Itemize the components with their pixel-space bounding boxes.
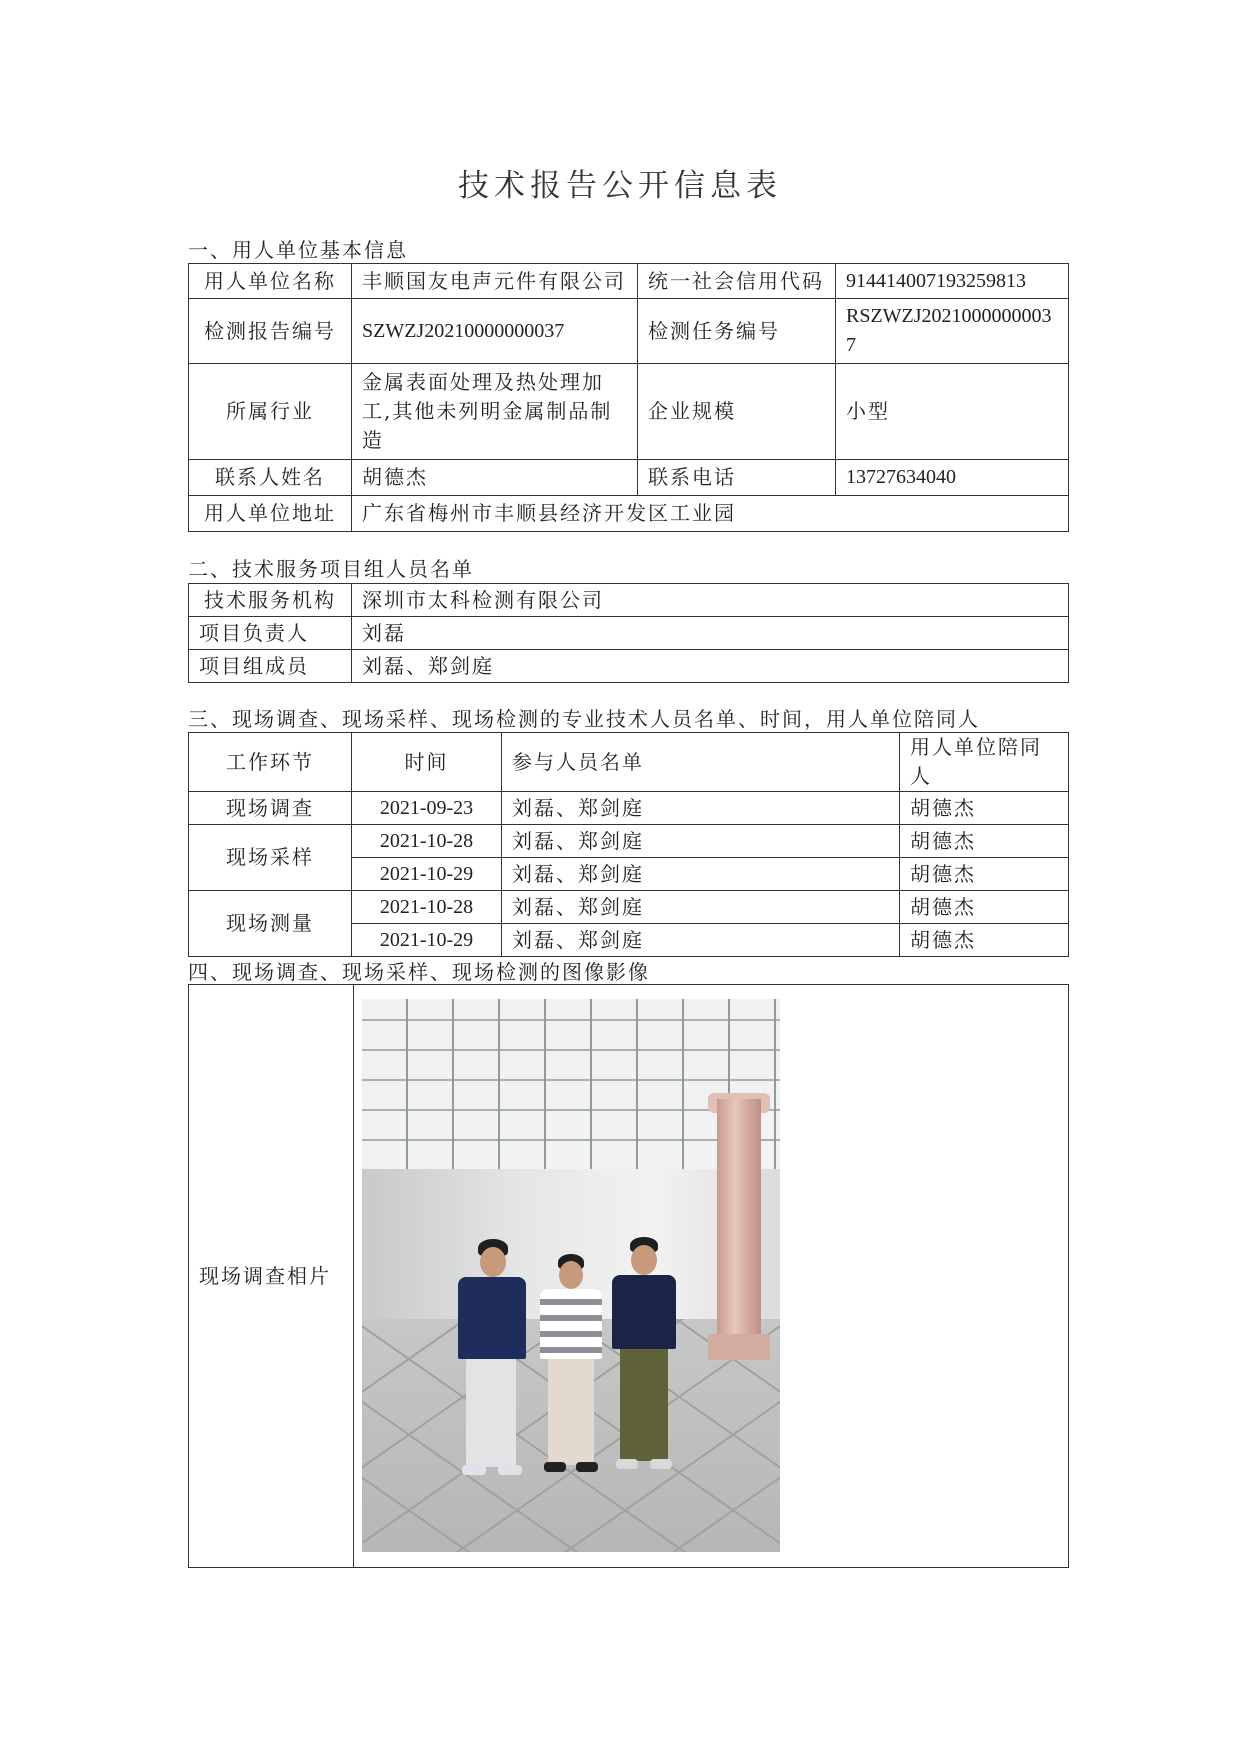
credit-code-value: 914414007193259813 xyxy=(836,264,1069,299)
table-row xyxy=(189,792,1069,825)
section-heading-basic-info: 一、用人单位基本信息 xyxy=(188,238,408,262)
page-title: 技术报告公开信息表 xyxy=(458,168,782,204)
credit-code-label: 统一社会信用代码 xyxy=(638,264,836,299)
org-value: 深圳市太科检测有限公司 xyxy=(352,584,1069,617)
report-no-value: SZWZJ20210000000037 xyxy=(352,299,638,364)
header-stage: 工作环节 xyxy=(189,733,352,792)
leader-value: 刘磊 xyxy=(352,617,1069,650)
photo-cell xyxy=(354,985,1069,1568)
unit-name-label: 用人单位名称 xyxy=(189,264,352,299)
images-table xyxy=(188,984,1069,1568)
survey-photo-label: 现场调查相片 xyxy=(189,985,354,1568)
unit-name-value: 丰顺国友电声元件有限公司 xyxy=(352,264,638,299)
members-value: 刘磊、郑剑庭 xyxy=(352,650,1069,683)
staff-cell: 刘磊、郑剑庭 xyxy=(502,858,900,891)
date-cell: 2021-10-28 xyxy=(352,891,502,924)
stage-sampling: 现场采样 xyxy=(189,825,352,891)
section-heading-images: 四、现场调查、现场采样、现场检测的图像影像 xyxy=(188,960,650,984)
contact-label: 联系人姓名 xyxy=(189,460,352,496)
escort-cell: 胡德杰 xyxy=(900,858,1069,891)
stage-measurement: 现场测量 xyxy=(189,891,352,957)
escort-cell: 胡德杰 xyxy=(900,891,1069,924)
survey-photo xyxy=(362,999,780,1552)
date-cell: 2021-09-23 xyxy=(352,792,502,825)
date-cell: 2021-10-29 xyxy=(352,924,502,957)
address-label: 用人单位地址 xyxy=(189,496,352,532)
phone-value: 13727634040 xyxy=(836,460,1069,496)
table-row xyxy=(189,825,1069,858)
photo-column xyxy=(717,1099,761,1359)
section-heading-project-team: 二、技术服务项目组人员名单 xyxy=(188,557,474,581)
section-heading-field-work: 三、现场调查、现场采样、现场检测的专业技术人员名单、时间，用人单位陪同人 xyxy=(188,707,980,731)
date-cell: 2021-10-29 xyxy=(352,858,502,891)
staff-cell: 刘磊、郑剑庭 xyxy=(502,825,900,858)
industry-label: 所属行业 xyxy=(189,364,352,460)
basic-info-table xyxy=(188,263,1069,532)
table-row xyxy=(189,891,1069,924)
field-work-table xyxy=(188,732,1069,957)
escort-cell: 胡德杰 xyxy=(900,924,1069,957)
photo-column-base xyxy=(708,1334,770,1360)
task-no-value: RSZWZJ20210000000037 xyxy=(836,299,1069,364)
contact-value: 胡德杰 xyxy=(352,460,638,496)
staff-cell: 刘磊、郑剑庭 xyxy=(502,792,900,825)
phone-label: 联系电话 xyxy=(638,460,836,496)
scale-value: 小型 xyxy=(836,364,1069,460)
header-escort: 用人单位陪同人 xyxy=(900,733,1069,792)
task-no-label: 检测任务编号 xyxy=(638,299,836,364)
staff-cell: 刘磊、郑剑庭 xyxy=(502,924,900,957)
project-team-table xyxy=(188,583,1069,683)
escort-cell: 胡德杰 xyxy=(900,825,1069,858)
header-date: 时间 xyxy=(352,733,502,792)
org-label: 技术服务机构 xyxy=(189,584,352,617)
industry-value: 金属表面处理及热处理加工,其他未列明金属制品制造 xyxy=(352,364,638,460)
escort-cell: 胡德杰 xyxy=(900,792,1069,825)
address-value: 广东省梅州市丰顺县经济开发区工业园 xyxy=(352,496,1069,532)
date-cell: 2021-10-28 xyxy=(352,825,502,858)
report-no-label: 检测报告编号 xyxy=(189,299,352,364)
scale-label: 企业规模 xyxy=(638,364,836,460)
staff-cell: 刘磊、郑剑庭 xyxy=(502,891,900,924)
members-label: 项目组成员 xyxy=(189,650,352,683)
leader-label: 项目负责人 xyxy=(189,617,352,650)
stage-survey: 现场调查 xyxy=(189,792,352,825)
header-staff: 参与人员名单 xyxy=(502,733,900,792)
